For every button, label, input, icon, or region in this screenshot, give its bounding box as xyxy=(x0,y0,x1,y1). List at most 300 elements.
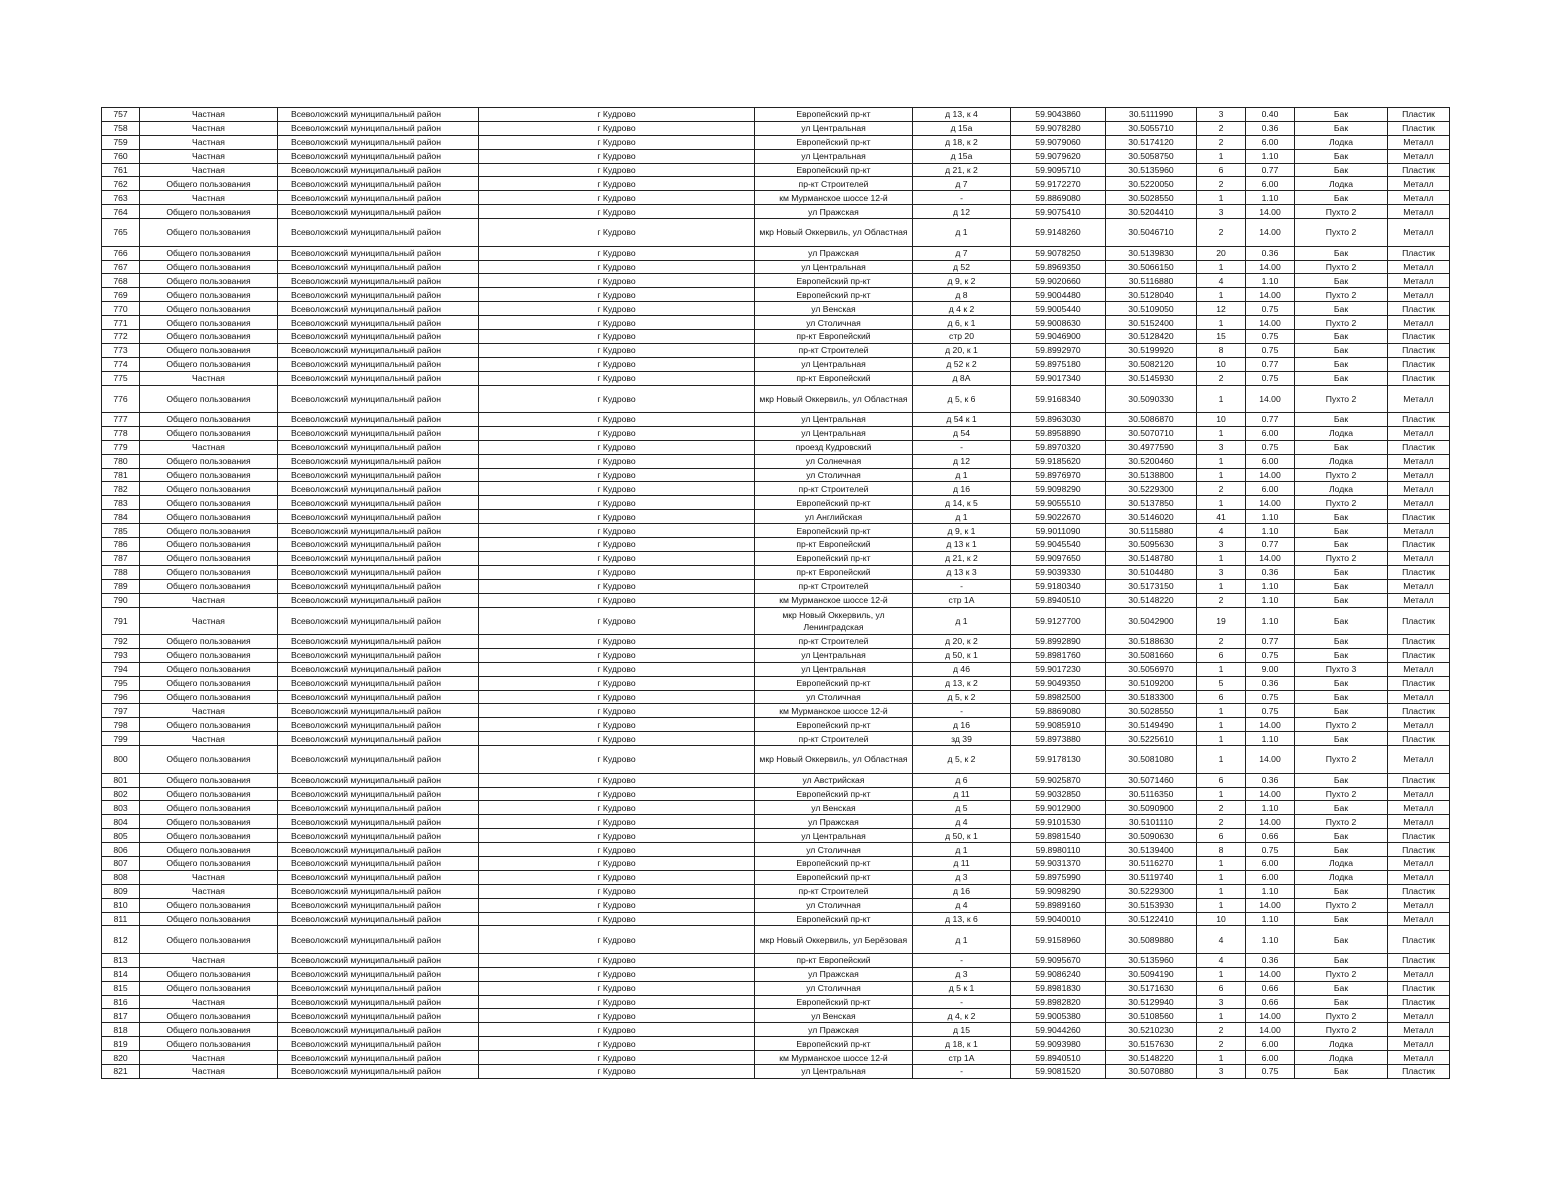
table-row xyxy=(102,260,1450,274)
district-cell: Всеволожский муниципальный район xyxy=(278,718,479,732)
material-cell: Пластик xyxy=(1388,995,1450,1009)
district-cell: Всеволожский муниципальный район xyxy=(278,496,479,510)
ownership-cell: Частная xyxy=(140,995,278,1009)
district-cell: Всеволожский муниципальный район xyxy=(278,829,479,843)
row-number-cell: 792 xyxy=(102,635,140,649)
city-cell: г Кудрово xyxy=(479,440,755,454)
container-type-cell: Бак xyxy=(1295,704,1388,718)
street-cell: пр-кт Строителей xyxy=(755,635,913,649)
container-type-cell: Бак xyxy=(1295,579,1388,593)
house-cell: - xyxy=(913,191,1011,205)
ownership-cell: Общего пользования xyxy=(140,787,278,801)
table-row xyxy=(102,538,1450,552)
latitude-cell: 59.9011090 xyxy=(1011,524,1106,538)
volume-cell: 1.10 xyxy=(1246,579,1295,593)
material-cell: Металл xyxy=(1388,524,1450,538)
ownership-cell: Общего пользования xyxy=(140,635,278,649)
volume-cell: 0.75 xyxy=(1246,302,1295,316)
container-count-cell: 10 xyxy=(1197,357,1246,371)
container-type-cell: Бак xyxy=(1295,801,1388,815)
ownership-cell: Общего пользования xyxy=(140,385,278,413)
volume-cell: 0.36 xyxy=(1246,565,1295,579)
latitude-cell: 59.9079060 xyxy=(1011,135,1106,149)
container-type-cell: Пухто 2 xyxy=(1295,468,1388,482)
material-cell: Пластик xyxy=(1388,953,1450,967)
row-number-cell: 819 xyxy=(102,1037,140,1051)
material-cell: Пластик xyxy=(1388,246,1450,260)
ownership-cell: Общего пользования xyxy=(140,981,278,995)
longitude-cell: 30.5148780 xyxy=(1106,551,1197,565)
street-cell: ул Центральная xyxy=(755,357,913,371)
longitude-cell: 30.5152400 xyxy=(1106,316,1197,330)
volume-cell: 0.77 xyxy=(1246,163,1295,177)
district-cell: Всеволожский муниципальный район xyxy=(278,468,479,482)
longitude-cell: 30.5071460 xyxy=(1106,773,1197,787)
container-type-cell: Пухто 2 xyxy=(1295,219,1388,247)
material-cell: Пластик xyxy=(1388,926,1450,954)
row-number-cell: 821 xyxy=(102,1065,140,1079)
ownership-cell: Частная xyxy=(140,1065,278,1079)
row-number-cell: 785 xyxy=(102,524,140,538)
container-count-cell: 4 xyxy=(1197,926,1246,954)
material-cell: Металл xyxy=(1388,856,1450,870)
table-row xyxy=(102,843,1450,857)
container-type-cell: Пухто 2 xyxy=(1295,205,1388,219)
latitude-cell: 59.9008630 xyxy=(1011,316,1106,330)
district-cell: Всеволожский муниципальный район xyxy=(278,343,479,357)
row-number-cell: 820 xyxy=(102,1051,140,1065)
latitude-cell: 59.8975990 xyxy=(1011,870,1106,884)
city-cell: г Кудрово xyxy=(479,260,755,274)
material-cell: Пластик xyxy=(1388,343,1450,357)
volume-cell: 6.00 xyxy=(1246,135,1295,149)
house-cell: д 1 xyxy=(913,843,1011,857)
longitude-cell: 30.5066150 xyxy=(1106,260,1197,274)
ownership-cell: Общего пользования xyxy=(140,898,278,912)
table-row xyxy=(102,551,1450,565)
latitude-cell: 59.8869080 xyxy=(1011,191,1106,205)
row-number-cell: 806 xyxy=(102,843,140,857)
container-sites-table xyxy=(101,107,1450,1079)
district-cell: Всеволожский муниципальный район xyxy=(278,579,479,593)
city-cell: г Кудрово xyxy=(479,1051,755,1065)
container-type-cell: Пухто 2 xyxy=(1295,1009,1388,1023)
district-cell: Всеволожский муниципальный район xyxy=(278,454,479,468)
ownership-cell: Общего пользования xyxy=(140,1009,278,1023)
container-type-cell: Лодка xyxy=(1295,482,1388,496)
city-cell: г Кудрово xyxy=(479,967,755,981)
house-cell: д 4 к 2 xyxy=(913,302,1011,316)
container-count-cell: 1 xyxy=(1197,468,1246,482)
row-number-cell: 816 xyxy=(102,995,140,1009)
volume-cell: 0.36 xyxy=(1246,773,1295,787)
district-cell: Всеволожский муниципальный район xyxy=(278,981,479,995)
table-row xyxy=(102,191,1450,205)
latitude-cell: 59.9098290 xyxy=(1011,482,1106,496)
container-type-cell: Бак xyxy=(1295,926,1388,954)
longitude-cell: 30.5199920 xyxy=(1106,343,1197,357)
longitude-cell: 30.5094190 xyxy=(1106,967,1197,981)
street-cell: ул Центральная xyxy=(755,1065,913,1079)
house-cell: д 5, к 2 xyxy=(913,746,1011,774)
district-cell: Всеволожский муниципальный район xyxy=(278,704,479,718)
house-cell: д 21, к 2 xyxy=(913,551,1011,565)
material-cell: Пластик xyxy=(1388,981,1450,995)
ownership-cell: Частная xyxy=(140,121,278,135)
district-cell: Всеволожский муниципальный район xyxy=(278,870,479,884)
street-cell: Европейский пр-кт xyxy=(755,274,913,288)
row-number-cell: 763 xyxy=(102,191,140,205)
latitude-cell: 59.9045540 xyxy=(1011,538,1106,552)
container-count-cell: 1 xyxy=(1197,718,1246,732)
container-count-cell: 1 xyxy=(1197,288,1246,302)
latitude-cell: 59.9032850 xyxy=(1011,787,1106,801)
table-row xyxy=(102,898,1450,912)
row-number-cell: 757 xyxy=(102,108,140,122)
material-cell: Пластик xyxy=(1388,648,1450,662)
house-cell: д 3 xyxy=(913,870,1011,884)
container-type-cell: Пухто 2 xyxy=(1295,815,1388,829)
longitude-cell: 30.5138800 xyxy=(1106,468,1197,482)
table-row xyxy=(102,981,1450,995)
street-cell: ул Венская xyxy=(755,302,913,316)
container-type-cell: Бак xyxy=(1295,635,1388,649)
container-count-cell: 1 xyxy=(1197,454,1246,468)
volume-cell: 14.00 xyxy=(1246,385,1295,413)
street-cell: пр-кт Строителей xyxy=(755,579,913,593)
district-cell: Всеволожский муниципальный район xyxy=(278,260,479,274)
longitude-cell: 30.5109050 xyxy=(1106,302,1197,316)
house-cell: д 12 xyxy=(913,205,1011,219)
row-number-cell: 770 xyxy=(102,302,140,316)
volume-cell: 1.10 xyxy=(1246,912,1295,926)
material-cell: Металл xyxy=(1388,690,1450,704)
container-type-cell: Бак xyxy=(1295,163,1388,177)
ownership-cell: Общего пользования xyxy=(140,288,278,302)
latitude-cell: 59.9055510 xyxy=(1011,496,1106,510)
container-type-cell: Бак xyxy=(1295,246,1388,260)
material-cell: Металл xyxy=(1388,593,1450,607)
house-cell: - xyxy=(913,995,1011,1009)
longitude-cell: 30.5090330 xyxy=(1106,385,1197,413)
ownership-cell: Общего пользования xyxy=(140,524,278,538)
volume-cell: 14.00 xyxy=(1246,260,1295,274)
ownership-cell: Общего пользования xyxy=(140,815,278,829)
latitude-cell: 59.9158960 xyxy=(1011,926,1106,954)
latitude-cell: 59.9075410 xyxy=(1011,205,1106,219)
container-count-cell: 3 xyxy=(1197,995,1246,1009)
volume-cell: 0.40 xyxy=(1246,108,1295,122)
material-cell: Металл xyxy=(1388,191,1450,205)
container-count-cell: 10 xyxy=(1197,912,1246,926)
material-cell: Металл xyxy=(1388,1009,1450,1023)
ownership-cell: Общего пользования xyxy=(140,316,278,330)
latitude-cell: 59.8992890 xyxy=(1011,635,1106,649)
container-count-cell: 8 xyxy=(1197,343,1246,357)
house-cell: д 4, к 2 xyxy=(913,1009,1011,1023)
district-cell: Всеволожский муниципальный район xyxy=(278,357,479,371)
table-row xyxy=(102,246,1450,260)
city-cell: г Кудрово xyxy=(479,468,755,482)
container-count-cell: 1 xyxy=(1197,149,1246,163)
volume-cell: 14.00 xyxy=(1246,288,1295,302)
street-cell: ул Центральная xyxy=(755,662,913,676)
table-row xyxy=(102,135,1450,149)
container-count-cell: 1 xyxy=(1197,385,1246,413)
material-cell: Пластик xyxy=(1388,565,1450,579)
table-row xyxy=(102,205,1450,219)
material-cell: Пластик xyxy=(1388,829,1450,843)
street-cell: ул Центральная xyxy=(755,829,913,843)
table-row xyxy=(102,440,1450,454)
latitude-cell: 59.9093980 xyxy=(1011,1037,1106,1051)
city-cell: г Кудрово xyxy=(479,801,755,815)
city-cell: г Кудрово xyxy=(479,856,755,870)
ownership-cell: Частная xyxy=(140,108,278,122)
longitude-cell: 30.5122410 xyxy=(1106,912,1197,926)
volume-cell: 0.77 xyxy=(1246,357,1295,371)
volume-cell: 9.00 xyxy=(1246,662,1295,676)
ownership-cell: Общего пользования xyxy=(140,565,278,579)
latitude-cell: 59.8969350 xyxy=(1011,260,1106,274)
volume-cell: 1.10 xyxy=(1246,593,1295,607)
material-cell: Пластик xyxy=(1388,676,1450,690)
ownership-cell: Частная xyxy=(140,371,278,385)
street-cell: ул Столичная xyxy=(755,690,913,704)
district-cell: Всеволожский муниципальный район xyxy=(278,1065,479,1079)
container-type-cell: Бак xyxy=(1295,108,1388,122)
city-cell: г Кудрово xyxy=(479,1023,755,1037)
volume-cell: 1.10 xyxy=(1246,191,1295,205)
material-cell: Металл xyxy=(1388,579,1450,593)
container-count-cell: 3 xyxy=(1197,1065,1246,1079)
house-cell: - xyxy=(913,1065,1011,1079)
house-cell: д 52 xyxy=(913,260,1011,274)
table-row xyxy=(102,732,1450,746)
latitude-cell: 59.9127700 xyxy=(1011,607,1106,635)
district-cell: Всеволожский муниципальный район xyxy=(278,898,479,912)
container-count-cell: 2 xyxy=(1197,219,1246,247)
row-number-cell: 787 xyxy=(102,551,140,565)
longitude-cell: 30.5145930 xyxy=(1106,371,1197,385)
volume-cell: 1.10 xyxy=(1246,607,1295,635)
ownership-cell: Общего пользования xyxy=(140,648,278,662)
ownership-cell: Общего пользования xyxy=(140,579,278,593)
ownership-cell: Частная xyxy=(140,1051,278,1065)
ownership-cell: Частная xyxy=(140,149,278,163)
ownership-cell: Общего пользования xyxy=(140,274,278,288)
district-cell: Всеволожский муниципальный район xyxy=(278,1009,479,1023)
latitude-cell: 59.9078250 xyxy=(1011,246,1106,260)
city-cell: г Кудрово xyxy=(479,704,755,718)
volume-cell: 1.10 xyxy=(1246,801,1295,815)
row-number-cell: 818 xyxy=(102,1023,140,1037)
table-row xyxy=(102,343,1450,357)
container-count-cell: 1 xyxy=(1197,551,1246,565)
latitude-cell: 59.8975180 xyxy=(1011,357,1106,371)
house-cell: д 21, к 2 xyxy=(913,163,1011,177)
street-cell: мкр Новый Оккервиль, ул Областная xyxy=(755,385,913,413)
district-cell: Всеволожский муниципальный район xyxy=(278,149,479,163)
city-cell: г Кудрово xyxy=(479,746,755,774)
street-cell: Европейский пр-кт xyxy=(755,995,913,1009)
container-count-cell: 2 xyxy=(1197,1023,1246,1037)
district-cell: Всеволожский муниципальный район xyxy=(278,995,479,1009)
container-count-cell: 6 xyxy=(1197,773,1246,787)
longitude-cell: 30.5115880 xyxy=(1106,524,1197,538)
latitude-cell: 59.9180340 xyxy=(1011,579,1106,593)
house-cell: д 13 к 1 xyxy=(913,538,1011,552)
material-cell: Металл xyxy=(1388,316,1450,330)
container-type-cell: Бак xyxy=(1295,371,1388,385)
district-cell: Всеволожский муниципальный район xyxy=(278,648,479,662)
container-count-cell: 1 xyxy=(1197,496,1246,510)
house-cell: д 7 xyxy=(913,246,1011,260)
district-cell: Всеволожский муниципальный район xyxy=(278,635,479,649)
street-cell: ул Центральная xyxy=(755,426,913,440)
table-row xyxy=(102,510,1450,524)
district-cell: Всеволожский муниципальный район xyxy=(278,371,479,385)
container-type-cell: Бак xyxy=(1295,191,1388,205)
street-cell: пр-кт Европейский xyxy=(755,538,913,552)
city-cell: г Кудрово xyxy=(479,219,755,247)
street-cell: Европейский пр-кт xyxy=(755,856,913,870)
city-cell: г Кудрово xyxy=(479,538,755,552)
house-cell: д 13, к 4 xyxy=(913,108,1011,122)
district-cell: Всеволожский муниципальный район xyxy=(278,1023,479,1037)
district-cell: Всеволожский муниципальный район xyxy=(278,482,479,496)
row-number-cell: 768 xyxy=(102,274,140,288)
row-number-cell: 807 xyxy=(102,856,140,870)
volume-cell: 6.00 xyxy=(1246,1037,1295,1051)
container-type-cell: Бак xyxy=(1295,690,1388,704)
table-row xyxy=(102,607,1450,635)
material-cell: Пластик xyxy=(1388,413,1450,427)
container-count-cell: 6 xyxy=(1197,163,1246,177)
district-cell: Всеволожский муниципальный район xyxy=(278,135,479,149)
house-cell: д 15а xyxy=(913,121,1011,135)
container-type-cell: Бак xyxy=(1295,149,1388,163)
city-cell: г Кудрово xyxy=(479,787,755,801)
latitude-cell: 59.8963030 xyxy=(1011,413,1106,427)
city-cell: г Кудрово xyxy=(479,482,755,496)
container-type-cell: Бак xyxy=(1295,357,1388,371)
district-cell: Всеволожский муниципальный район xyxy=(278,815,479,829)
ownership-cell: Общего пользования xyxy=(140,454,278,468)
latitude-cell: 59.9085910 xyxy=(1011,718,1106,732)
table-row xyxy=(102,690,1450,704)
ownership-cell: Общего пользования xyxy=(140,426,278,440)
table-row xyxy=(102,746,1450,774)
longitude-cell: 30.5070880 xyxy=(1106,1065,1197,1079)
ownership-cell: Общего пользования xyxy=(140,343,278,357)
city-cell: г Кудрово xyxy=(479,371,755,385)
longitude-cell: 30.4977590 xyxy=(1106,440,1197,454)
street-cell: Европейский пр-кт xyxy=(755,1037,913,1051)
ownership-cell: Общего пользования xyxy=(140,1023,278,1037)
latitude-cell: 59.8970320 xyxy=(1011,440,1106,454)
house-cell: - xyxy=(913,579,1011,593)
latitude-cell: 59.9172270 xyxy=(1011,177,1106,191)
latitude-cell: 59.9148260 xyxy=(1011,219,1106,247)
longitude-cell: 30.5042900 xyxy=(1106,607,1197,635)
house-cell: д 8А xyxy=(913,371,1011,385)
ownership-cell: Частная xyxy=(140,607,278,635)
longitude-cell: 30.5200460 xyxy=(1106,454,1197,468)
volume-cell: 14.00 xyxy=(1246,1023,1295,1037)
volume-cell: 14.00 xyxy=(1246,219,1295,247)
row-number-cell: 775 xyxy=(102,371,140,385)
district-cell: Всеволожский муниципальный район xyxy=(278,843,479,857)
longitude-cell: 30.5111990 xyxy=(1106,108,1197,122)
house-cell: д 11 xyxy=(913,787,1011,801)
container-type-cell: Лодка xyxy=(1295,1037,1388,1051)
longitude-cell: 30.5070710 xyxy=(1106,426,1197,440)
city-cell: г Кудрово xyxy=(479,246,755,260)
house-cell: д 52 к 2 xyxy=(913,357,1011,371)
volume-cell: 1.10 xyxy=(1246,274,1295,288)
container-type-cell: Пухто 2 xyxy=(1295,551,1388,565)
volume-cell: 1.10 xyxy=(1246,149,1295,163)
row-number-cell: 793 xyxy=(102,648,140,662)
container-count-cell: 3 xyxy=(1197,108,1246,122)
container-type-cell: Пухто 2 xyxy=(1295,718,1388,732)
longitude-cell: 30.5148220 xyxy=(1106,1051,1197,1065)
longitude-cell: 30.5135960 xyxy=(1106,163,1197,177)
house-cell: д 7 xyxy=(913,177,1011,191)
container-count-cell: 2 xyxy=(1197,801,1246,815)
volume-cell: 6.00 xyxy=(1246,856,1295,870)
longitude-cell: 30.5173150 xyxy=(1106,579,1197,593)
district-cell: Всеволожский муниципальный район xyxy=(278,440,479,454)
container-count-cell: 1 xyxy=(1197,1009,1246,1023)
container-type-cell: Пухто 2 xyxy=(1295,787,1388,801)
district-cell: Всеволожский муниципальный район xyxy=(278,593,479,607)
city-cell: г Кудрово xyxy=(479,912,755,926)
latitude-cell: 59.9017340 xyxy=(1011,371,1106,385)
row-number-cell: 805 xyxy=(102,829,140,843)
ownership-cell: Общего пользования xyxy=(140,773,278,787)
table-row xyxy=(102,329,1450,343)
container-count-cell: 3 xyxy=(1197,538,1246,552)
table-row xyxy=(102,856,1450,870)
district-cell: Всеволожский муниципальный район xyxy=(278,1051,479,1065)
ownership-cell: Общего пользования xyxy=(140,718,278,732)
container-type-cell: Пухто 2 xyxy=(1295,746,1388,774)
city-cell: г Кудрово xyxy=(479,496,755,510)
city-cell: г Кудрово xyxy=(479,829,755,843)
longitude-cell: 30.5139400 xyxy=(1106,843,1197,857)
container-type-cell: Бак xyxy=(1295,329,1388,343)
row-number-cell: 801 xyxy=(102,773,140,787)
row-number-cell: 809 xyxy=(102,884,140,898)
city-cell: г Кудрово xyxy=(479,953,755,967)
container-count-cell: 1 xyxy=(1197,787,1246,801)
city-cell: г Кудрово xyxy=(479,163,755,177)
material-cell: Пластик xyxy=(1388,440,1450,454)
container-count-cell: 1 xyxy=(1197,884,1246,898)
latitude-cell: 59.9095670 xyxy=(1011,953,1106,967)
house-cell: д 4 xyxy=(913,898,1011,912)
city-cell: г Кудрово xyxy=(479,108,755,122)
row-number-cell: 795 xyxy=(102,676,140,690)
district-cell: Всеволожский муниципальный район xyxy=(278,746,479,774)
street-cell: ул Столичная xyxy=(755,981,913,995)
house-cell: зд 39 xyxy=(913,732,1011,746)
house-cell: д 1 xyxy=(913,219,1011,247)
material-cell: Пластик xyxy=(1388,108,1450,122)
material-cell: Пластик xyxy=(1388,357,1450,371)
